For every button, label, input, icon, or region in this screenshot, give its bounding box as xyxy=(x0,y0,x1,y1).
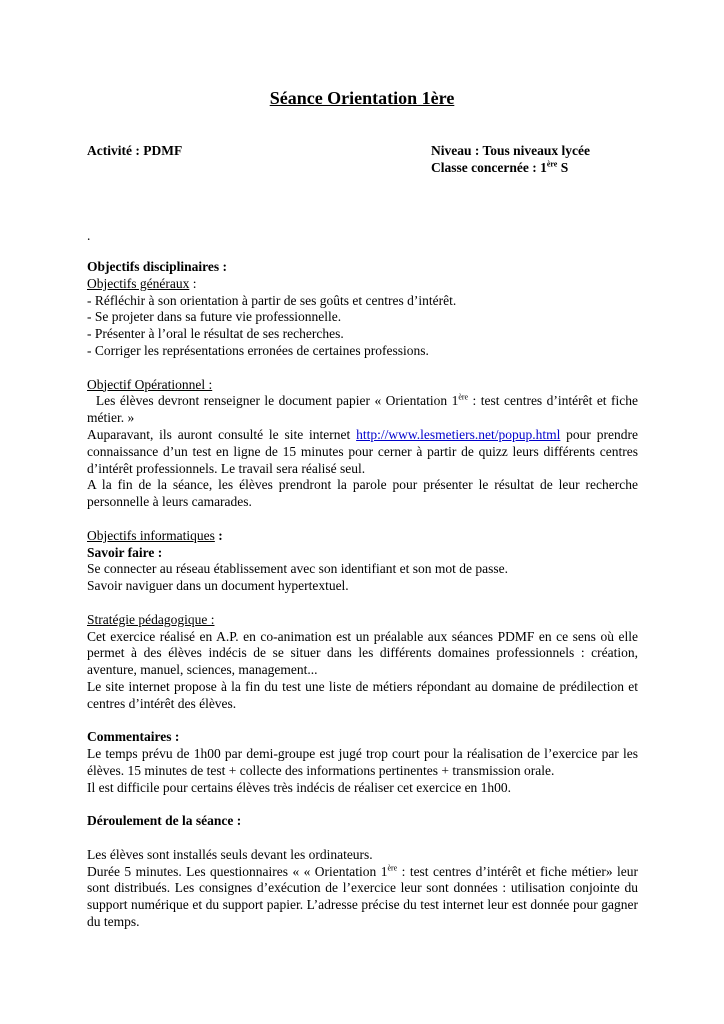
strategie-paragraph-2: Le site internet propose à la fin du test une liste de métiers répondant au domaine de prédilection et centres d’intérêt des élèves. xyxy=(87,678,638,711)
page-title: Séance Orientation 1ère xyxy=(269,88,455,108)
op-p2-start: Auparavant, ils auront consulté le site internet xyxy=(87,426,357,442)
class-suffix: S xyxy=(557,160,569,175)
informatiques-heading xyxy=(87,528,638,545)
stray-dot: . xyxy=(87,228,91,243)
header-right-block xyxy=(431,142,590,176)
op-p1-start: Les élèves devront renseigner le document papier « Orientation 1 xyxy=(87,393,459,409)
commentaires-paragraph-2: Il est difficile pour certains élèves très indécis de réaliser cet exercice en 1h00. xyxy=(87,779,512,795)
deroulement-paragraph-2 xyxy=(87,864,638,931)
list-item: - Présenter à l’oral le résultat de ses recherches. xyxy=(87,326,344,342)
list-item: Savoir naviguer dans un document hypertextuel. xyxy=(87,578,349,594)
class-sup: ère xyxy=(546,159,558,169)
der-p2-sup: ère xyxy=(387,863,398,873)
disciplinaires-heading: Objectifs disciplinaires : xyxy=(87,259,227,274)
strategie-heading: Stratégie pédagogique : xyxy=(87,611,215,627)
op-p1-end: : test centres d’intérêt et fiche métier. » xyxy=(87,393,642,426)
commentaires-paragraph-1: Le temps prévu de 1h00 par demi-groupe est jugé trop court pour la réalisation de l’exercice par les élèves. 15 minutes de test + collecte des informations pertinentes + transmission orale. xyxy=(87,746,638,778)
operationnel-paragraph-1 xyxy=(87,392,642,427)
op-p1-sup: ère xyxy=(458,392,469,402)
lesmetiers-link[interactable]: http://www.lesmetiers.net/popup.html xyxy=(356,426,561,442)
list-item: - Corriger les représentations erronées de certaines professions. xyxy=(87,342,429,358)
generaux-heading-text: Objectifs généraux xyxy=(87,275,190,291)
level-label: Niveau : Tous niveaux lycée xyxy=(431,143,591,158)
list-item: - Réfléchir à son orientation à partir de ses goûts et centres d’intérêt. xyxy=(87,292,457,308)
deroulement-heading: Déroulement de la séance : xyxy=(87,813,242,829)
list-item: - Se projeter dans sa future vie professionnelle. xyxy=(87,309,342,325)
der-p2-end: : test centres d’intérêt et fiche métier» leur sont distribués. Les consignes d’exécution de l’exercice leur sont données : utilisation conjointe du support numérique et du support papier. L’adresse précise du test internet leur est donnée pour gagner du temps. xyxy=(87,863,638,930)
der-p2-start: Durée 5 minutes. Les questionnaires « « Orientation 1 xyxy=(87,863,388,879)
class-label xyxy=(431,159,590,176)
activity-label: Activité : PDMF xyxy=(87,143,183,158)
document-body xyxy=(87,259,642,931)
op-p2-end: pour prendre connaissance d’un test en ligne de 15 minutes pour cerner à partir de quizz leurs différents centres d’intérêt professionnels. Le travail sera réalisé seul. xyxy=(87,426,638,476)
savoir-faire-heading: Savoir faire : xyxy=(87,544,163,560)
generaux-heading-colon: : xyxy=(189,275,197,291)
class-prefix: Classe concernée : 1 xyxy=(431,160,547,175)
list-item: Se connecter au réseau établissement avec son identifiant et son mot de passe. xyxy=(87,561,508,577)
operationnel-paragraph-2 xyxy=(87,427,638,477)
deroulement-paragraph-1: Les élèves sont installés seuls devant les ordinateurs. xyxy=(87,846,373,862)
strategie-paragraph-1: Cet exercice réalisé en A.P. en co-animation est un préalable aux séances PDMF en ce sens où elle permet à des élèves indécis de se situer dans les différents domaines professionnels : création, aventure, manuel, sciences, management... xyxy=(87,628,638,678)
operationnel-paragraph-3: A la fin de la séance, les élèves prendront la parole pour présenter le résultat de leur recherche personnelle à leurs camarades. xyxy=(87,477,638,510)
generaux-heading xyxy=(87,276,638,293)
informatiques-heading-colon: : xyxy=(214,527,223,543)
operationnel-heading: Objectif Opérationnel : xyxy=(87,376,213,392)
commentaires-heading: Commentaires : xyxy=(87,729,180,745)
informatiques-heading-text: Objectifs informatiques xyxy=(87,527,215,543)
